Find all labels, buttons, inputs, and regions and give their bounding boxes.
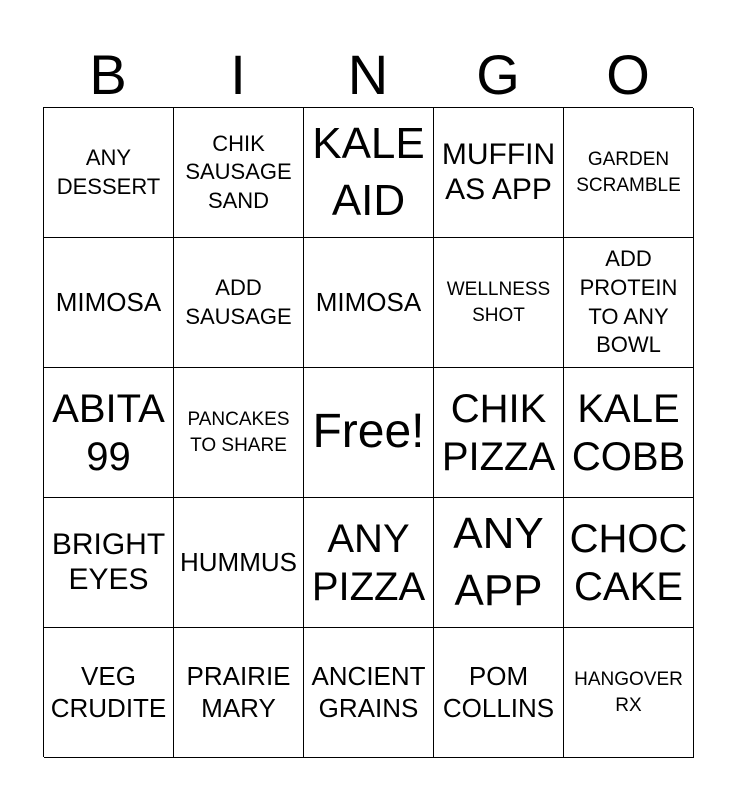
cell-label: PANCAKES TO SHARE bbox=[187, 408, 290, 456]
cell-label: WELLNESS SHOT bbox=[446, 278, 551, 326]
cell-label: GARDEN SCRAMBLE bbox=[576, 148, 681, 196]
bingo-header bbox=[43, 42, 693, 108]
bingo-cell[interactable] bbox=[434, 628, 564, 758]
bingo-cell[interactable] bbox=[44, 628, 174, 758]
bingo-cell[interactable] bbox=[44, 498, 174, 628]
bingo-cell[interactable] bbox=[564, 498, 694, 628]
cell-label: CHIK PIZZA bbox=[441, 386, 556, 479]
bingo-cell[interactable] bbox=[174, 368, 304, 498]
bingo-cell[interactable] bbox=[304, 628, 434, 758]
bingo-cell[interactable] bbox=[434, 238, 564, 368]
cell-label: ABITA 99 bbox=[52, 386, 165, 479]
bingo-cell[interactable] bbox=[434, 108, 564, 238]
cell-label: CHIK SAUSAGE SAND bbox=[185, 130, 292, 213]
bingo-cell[interactable] bbox=[304, 238, 434, 368]
cell-label: ADD PROTEIN TO ANY BOWL bbox=[579, 246, 678, 358]
header-letter-i: I bbox=[230, 43, 246, 106]
bingo-cell[interactable] bbox=[564, 628, 694, 758]
cell-label: KALE AID bbox=[312, 119, 425, 225]
bingo-cell[interactable] bbox=[44, 108, 174, 238]
bingo-cell[interactable] bbox=[174, 238, 304, 368]
bingo-cell[interactable] bbox=[44, 368, 174, 498]
cell-label: POM COLLINS bbox=[442, 661, 555, 723]
bingo-cell[interactable] bbox=[304, 108, 434, 238]
bingo-cell[interactable] bbox=[44, 238, 174, 368]
cell-label: HANGOVER RX bbox=[574, 668, 683, 716]
cell-label: VEG CRUDITE bbox=[50, 661, 167, 723]
cell-label: ANY PIZZA bbox=[311, 516, 426, 609]
header-letter-g: G bbox=[476, 43, 520, 106]
header-letter-n: N bbox=[347, 43, 389, 106]
header-letter-o: O bbox=[606, 43, 650, 106]
cell-label: CHOC CAKE bbox=[569, 516, 688, 609]
header-letter-b: B bbox=[89, 43, 127, 106]
cell-label: ANY APP bbox=[453, 509, 544, 615]
bingo-cell[interactable] bbox=[434, 368, 564, 498]
bingo-board bbox=[43, 107, 693, 757]
free-space-label: Free! bbox=[312, 405, 425, 459]
bingo-cell[interactable] bbox=[174, 108, 304, 238]
bingo-cell[interactable] bbox=[304, 498, 434, 628]
free-space-cell[interactable] bbox=[304, 368, 434, 498]
cell-label: MUFFIN AS APP bbox=[441, 138, 556, 206]
bingo-cell[interactable] bbox=[174, 498, 304, 628]
cell-label: MIMOSA bbox=[55, 286, 162, 317]
bingo-cell[interactable] bbox=[174, 628, 304, 758]
cell-label: KALE COBB bbox=[571, 386, 686, 479]
bingo-cell[interactable] bbox=[564, 368, 694, 498]
cell-label: PRAIRIE MARY bbox=[186, 661, 291, 723]
cell-label: BRIGHT EYES bbox=[51, 528, 166, 596]
cell-label: MIMOSA bbox=[315, 286, 422, 317]
cell-label: ANY DESSERT bbox=[56, 144, 161, 199]
cell-label: HUMMUS bbox=[180, 546, 297, 577]
bingo-cell[interactable] bbox=[564, 238, 694, 368]
cell-label: ADD SAUSAGE bbox=[185, 274, 292, 329]
cell-label: ANCIENT GRAINS bbox=[311, 661, 426, 723]
bingo-cell[interactable] bbox=[434, 498, 564, 628]
bingo-cell[interactable] bbox=[564, 108, 694, 238]
